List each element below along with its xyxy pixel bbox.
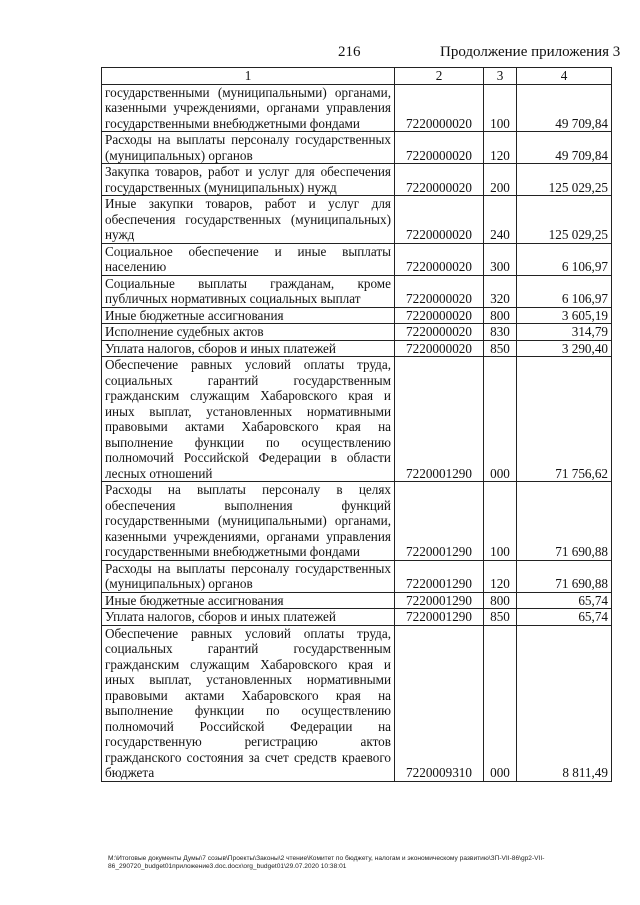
table-row [102, 275, 612, 307]
row-description: Расходы на выплаты персоналу государственных (муниципальных) органов [102, 560, 395, 592]
expense-kind: 200 [484, 164, 517, 196]
table-header-row [102, 68, 612, 85]
row-description: Уплата налогов, сборов и иных платежей [102, 340, 395, 357]
column-header: 2 [395, 68, 484, 85]
column-header: 3 [484, 68, 517, 85]
table-row [102, 307, 612, 324]
expense-kind: 850 [484, 609, 517, 626]
amount: 65,74 [517, 592, 612, 609]
table-row [102, 243, 612, 275]
expense-kind: 240 [484, 196, 517, 244]
page-number: 216 [338, 44, 361, 60]
amount: 65,74 [517, 609, 612, 626]
target-code: 7220000020 [395, 164, 484, 196]
table-row [102, 84, 612, 132]
row-description: Уплата налогов, сборов и иных платежей [102, 609, 395, 626]
row-description: Расходы на выплаты персоналу в целях обеспечения выполнения функций государственными (муниципальными) органами, казенными учреждениями, органами управления государственными внебюджетными фондами [102, 482, 395, 561]
target-code: 7220001290 [395, 357, 484, 482]
expense-kind: 120 [484, 560, 517, 592]
expense-kind: 320 [484, 275, 517, 307]
target-code: 7220000020 [395, 340, 484, 357]
row-description: Иные закупки товаров, работ и услуг для обеспечения государственных (муниципальных) нужд [102, 196, 395, 244]
amount: 125 029,25 [517, 164, 612, 196]
amount: 8 811,49 [517, 625, 612, 781]
target-code: 7220001290 [395, 609, 484, 626]
table-row [102, 132, 612, 164]
amount: 6 106,97 [517, 243, 612, 275]
amount: 71 690,88 [517, 482, 612, 561]
table-row [102, 164, 612, 196]
budget-table [101, 67, 612, 782]
row-description: Исполнение судебных актов [102, 324, 395, 341]
target-code: 7220000020 [395, 324, 484, 341]
expense-kind: 850 [484, 340, 517, 357]
amount: 314,79 [517, 324, 612, 341]
amount: 125 029,25 [517, 196, 612, 244]
amount: 3 290,40 [517, 340, 612, 357]
amount: 49 709,84 [517, 84, 612, 132]
expense-kind: 800 [484, 592, 517, 609]
amount: 3 605,19 [517, 307, 612, 324]
table-row [102, 196, 612, 244]
target-code: 7220000020 [395, 84, 484, 132]
target-code: 7220000020 [395, 307, 484, 324]
row-description: Обеспечение равных условий оплаты труда, социальных гарантий государственным гражданским служащим Хабаровского края и иных выплат, установленных нормативными правовыми актами Хабаровского края на выполнение функции по осуществлению полномочий Российской Федерации в области лесных отношений [102, 357, 395, 482]
target-code: 7220000020 [395, 243, 484, 275]
column-header: 4 [517, 68, 612, 85]
target-code: 7220000020 [395, 196, 484, 244]
column-header: 1 [102, 68, 395, 85]
table-row [102, 482, 612, 561]
target-code: 7220000020 [395, 132, 484, 164]
table-row [102, 609, 612, 626]
continuation-label: Продолжение приложения 3 [440, 44, 621, 60]
row-description: Иные бюджетные ассигнования [102, 307, 395, 324]
table-row [102, 592, 612, 609]
target-code: 7220001290 [395, 482, 484, 561]
target-code: 7220001290 [395, 592, 484, 609]
expense-kind: 100 [484, 84, 517, 132]
row-description: Обеспечение равных условий оплаты труда, социальных гарантий государственным гражданским служащим Хабаровского края и иных выплат, установленных нормативными правовыми актами Хабаровского края на выполнение функции по осуществлению полномочий Российской Федерации на государственную регистрацию актов гражданского состояния за счет средств краевого бюджета [102, 625, 395, 781]
expense-kind: 300 [484, 243, 517, 275]
table-row [102, 560, 612, 592]
expense-kind: 000 [484, 625, 517, 781]
amount: 49 709,84 [517, 132, 612, 164]
row-description: Социальные выплаты гражданам, кроме публичных нормативных социальных выплат [102, 275, 395, 307]
row-description: Закупка товаров, работ и услуг для обеспечения государственных (муниципальных) нужд [102, 164, 395, 196]
expense-kind: 000 [484, 357, 517, 482]
target-code: 7220000020 [395, 275, 484, 307]
amount: 71 756,62 [517, 357, 612, 482]
row-description: Социальное обеспечение и иные выплаты населению [102, 243, 395, 275]
file-path-footer: M:\Итоговые документы Думы\7 созыв\Проекты\Законы\2 чтение\Комитет по бюджету, налогам и экономическому развитию\ЗП-VII-86\gp2-VII-86_290720_budget01приложение3.doc.docx\org_budget01\29.07.2020 10:38:01 [108, 855, 545, 870]
expense-kind: 830 [484, 324, 517, 341]
row-description: государственными (муниципальными) органами, казенными учреждениями, органами управления государственными внебюджетными фондами [102, 84, 395, 132]
target-code: 7220009310 [395, 625, 484, 781]
amount: 71 690,88 [517, 560, 612, 592]
table-row [102, 324, 612, 341]
row-description: Иные бюджетные ассигнования [102, 592, 395, 609]
table-row [102, 625, 612, 781]
expense-kind: 800 [484, 307, 517, 324]
table-row [102, 357, 612, 482]
row-description: Расходы на выплаты персоналу государственных (муниципальных) органов [102, 132, 395, 164]
amount: 6 106,97 [517, 275, 612, 307]
expense-kind: 120 [484, 132, 517, 164]
table-row [102, 340, 612, 357]
target-code: 7220001290 [395, 560, 484, 592]
expense-kind: 100 [484, 482, 517, 561]
